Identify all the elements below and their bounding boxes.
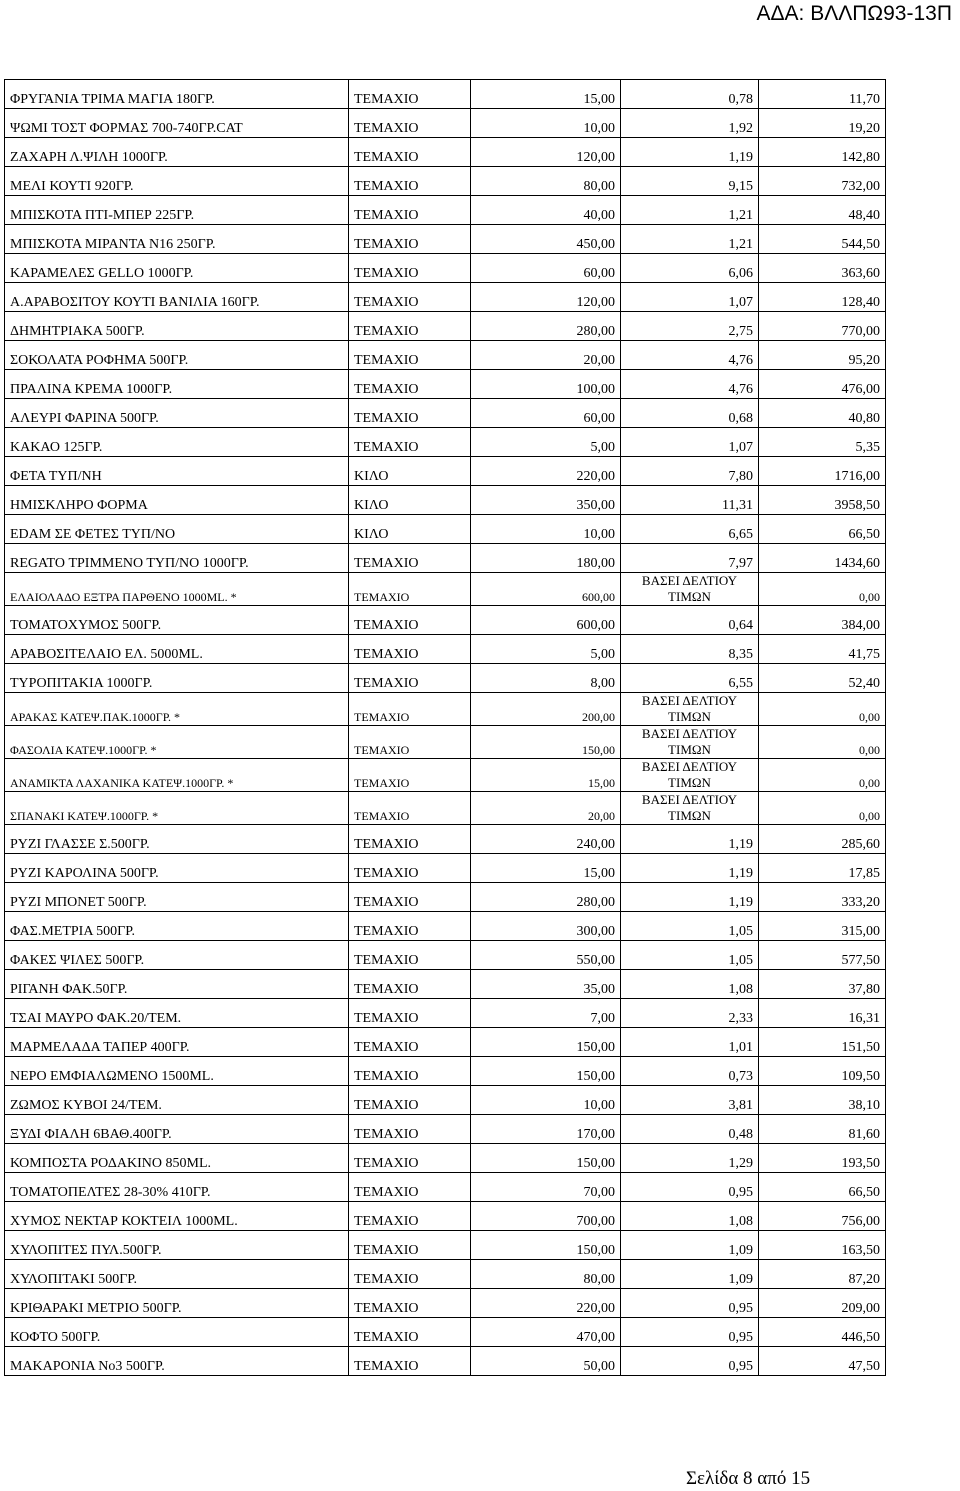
item-quantity-cell: 100,00 <box>471 370 621 399</box>
item-name-cell: ΣΠΑΝΑΚΙ ΚΑΤΕΨ.1000ΓΡ. * <box>5 792 349 825</box>
table-row <box>5 80 886 109</box>
items-table-body <box>5 80 886 1376</box>
item-total-cell: 544,50 <box>759 225 886 254</box>
item-total-cell: 163,50 <box>759 1231 886 1260</box>
item-total-cell: 66,50 <box>759 1173 886 1202</box>
item-name-cell: ΨΩΜΙ ΤΟΣΤ ΦΟΡΜΑΣ 700-740ΓΡ.CAT <box>5 109 349 138</box>
item-name-cell: ΤΟΜΑΤΟΠΕΛΤΕΣ 28-30% 410ΓΡ. <box>5 1173 349 1202</box>
page-number: Σελίδα 8 από 15 <box>686 1468 811 1489</box>
item-price-cell: 1,08 <box>621 1202 759 1231</box>
item-quantity-cell: 280,00 <box>471 883 621 912</box>
item-price-cell: 1,07 <box>621 283 759 312</box>
item-quantity-cell: 15,00 <box>471 854 621 883</box>
item-price-cell: 7,97 <box>621 544 759 573</box>
item-quantity-cell: 150,00 <box>471 1144 621 1173</box>
item-total-cell: 40,80 <box>759 399 886 428</box>
item-total-cell: 756,00 <box>759 1202 886 1231</box>
item-price-cell: 0,95 <box>621 1173 759 1202</box>
item-price-cell: 0,78 <box>621 80 759 109</box>
item-price-cell: 0,95 <box>621 1347 759 1376</box>
item-unit-cell: ΤΕΜΑΧΙΟ <box>349 1318 471 1347</box>
item-name-cell: ΡΙΓΑΝΗ ΦΑΚ.50ΓΡ. <box>5 970 349 999</box>
item-total-cell: 0,00 <box>759 792 886 825</box>
item-quantity-cell: 450,00 <box>471 225 621 254</box>
item-price-cell: 9,15 <box>621 167 759 196</box>
item-quantity-cell: 5,00 <box>471 428 621 457</box>
item-quantity-cell: 150,00 <box>471 726 621 759</box>
table-row <box>5 225 886 254</box>
item-total-cell: 128,40 <box>759 283 886 312</box>
item-price-cell: 0,95 <box>621 1318 759 1347</box>
price-note-line: ΒΑΣΕΙ ΔΕΛΤΙΟΥ <box>641 573 738 588</box>
price-note-line: ΒΑΣΕΙ ΔΕΛΤΙΟΥ <box>641 693 738 708</box>
table-row <box>5 1347 886 1376</box>
item-total-cell: 363,60 <box>759 254 886 283</box>
table-row <box>5 883 886 912</box>
item-total-cell: 577,50 <box>759 941 886 970</box>
item-unit-cell: ΤΕΜΑΧΙΟ <box>349 1289 471 1318</box>
item-unit-cell: ΤΕΜΑΧΙΟ <box>349 1057 471 1086</box>
table-row <box>5 1086 886 1115</box>
item-total-cell: 1716,00 <box>759 457 886 486</box>
item-total-cell: 52,40 <box>759 664 886 693</box>
item-unit-cell: ΤΕΜΑΧΙΟ <box>349 1202 471 1231</box>
item-price-cell: 7,80 <box>621 457 759 486</box>
table-row <box>5 341 886 370</box>
item-price-cell: 0,48 <box>621 1115 759 1144</box>
item-unit-cell: ΤΕΜΑΧΙΟ <box>349 912 471 941</box>
table-row <box>5 792 886 825</box>
item-total-cell: 11,70 <box>759 80 886 109</box>
item-name-cell: ΑΝΑΜΙΚΤΑ ΛΑΧΑΝΙΚΑ ΚΑΤΕΨ.1000ΓΡ. * <box>5 759 349 792</box>
table-row <box>5 370 886 399</box>
table-row <box>5 606 886 635</box>
item-name-cell: ΧΥΜΟΣ ΝΕΚΤΑΡ ΚΟΚΤΕΙΛ 1000ML. <box>5 1202 349 1231</box>
item-total-cell: 109,50 <box>759 1057 886 1086</box>
item-quantity-cell: 10,00 <box>471 1086 621 1115</box>
table-row <box>5 1318 886 1347</box>
item-unit-cell: ΚΙΛΟ <box>349 515 471 544</box>
table-row <box>5 515 886 544</box>
item-name-cell: ΤΟΜΑΤΟΧΥΜΟΣ 500ΓΡ. <box>5 606 349 635</box>
table-row <box>5 486 886 515</box>
item-name-cell: ΖΩΜΟΣ ΚΥΒΟΙ 24/ΤΕΜ. <box>5 1086 349 1115</box>
item-price-cell: 1,05 <box>621 941 759 970</box>
item-name-cell: ΕΛΑΙΟΛΑΔΟ ΕΞΤΡΑ ΠΑΡΘΕΝΟ 1000ML. * <box>5 573 349 606</box>
table-row <box>5 573 886 606</box>
item-price-cell: 1,19 <box>621 854 759 883</box>
item-total-cell: 47,50 <box>759 1347 886 1376</box>
item-name-cell: ΦΑΚΕΣ ΨΙΛΕΣ 500ΓΡ. <box>5 941 349 970</box>
item-name-cell: ΤΥΡΟΠΙΤΑΚΙΑ 1000ΓΡ. <box>5 664 349 693</box>
item-unit-cell: ΤΕΜΑΧΙΟ <box>349 941 471 970</box>
item-quantity-cell: 20,00 <box>471 792 621 825</box>
table-row <box>5 283 886 312</box>
item-name-cell: Α.ΑΡΑΒΟΣΙΤΟΥ ΚΟΥΤΙ ΒΑΝΙΛΙΑ 160ΓΡ. <box>5 283 349 312</box>
item-quantity-cell: 80,00 <box>471 167 621 196</box>
item-unit-cell: ΤΕΜΑΧΙΟ <box>349 970 471 999</box>
item-quantity-cell: 170,00 <box>471 1115 621 1144</box>
table-row <box>5 457 886 486</box>
item-price-cell: 6,06 <box>621 254 759 283</box>
item-quantity-cell: 70,00 <box>471 1173 621 1202</box>
item-price-cell: 3,81 <box>621 1086 759 1115</box>
item-price-cell: 2,75 <box>621 312 759 341</box>
item-quantity-cell: 120,00 <box>471 283 621 312</box>
item-unit-cell: ΤΕΜΑΧΙΟ <box>349 573 471 606</box>
item-quantity-cell: 280,00 <box>471 312 621 341</box>
item-total-cell: 38,10 <box>759 1086 886 1115</box>
table-row <box>5 1202 886 1231</box>
item-price-note-cell <box>621 693 759 726</box>
item-price-cell: 0,73 <box>621 1057 759 1086</box>
item-name-cell: EDAM ΣΕ ΦΕΤΕΣ ΤΥΠ/ΝΟ <box>5 515 349 544</box>
item-unit-cell: ΤΕΜΑΧΙΟ <box>349 999 471 1028</box>
item-quantity-cell: 200,00 <box>471 693 621 726</box>
item-total-cell: 0,00 <box>759 693 886 726</box>
item-name-cell: ΦΑΣΟΛΙΑ ΚΑΤΕΨ.1000ΓΡ. * <box>5 726 349 759</box>
item-unit-cell: ΤΕΜΑΧΙΟ <box>349 283 471 312</box>
price-note-line: ΤΙΜΩΝ <box>668 589 711 604</box>
item-quantity-cell: 600,00 <box>471 573 621 606</box>
item-quantity-cell: 220,00 <box>471 457 621 486</box>
item-quantity-cell: 300,00 <box>471 912 621 941</box>
item-name-cell: REGATO ΤΡΙΜΜΕΝΟ ΤΥΠ/ΝΟ 1000ΓΡ. <box>5 544 349 573</box>
item-price-cell: 1,19 <box>621 825 759 854</box>
item-unit-cell: ΤΕΜΑΧΙΟ <box>349 138 471 167</box>
item-unit-cell: ΤΕΜΑΧΙΟ <box>349 312 471 341</box>
item-total-cell: 0,00 <box>759 759 886 792</box>
item-total-cell: 81,60 <box>759 1115 886 1144</box>
item-total-cell: 95,20 <box>759 341 886 370</box>
item-unit-cell: ΤΕΜΑΧΙΟ <box>349 341 471 370</box>
item-price-cell: 6,65 <box>621 515 759 544</box>
item-unit-cell: ΤΕΜΑΧΙΟ <box>349 225 471 254</box>
item-price-cell: 6,55 <box>621 664 759 693</box>
item-total-cell: 66,50 <box>759 515 886 544</box>
item-unit-cell: ΤΕΜΑΧΙΟ <box>349 428 471 457</box>
item-name-cell: ΦΑΣ.ΜΕΤΡΙΑ 500ΓΡ. <box>5 912 349 941</box>
item-total-cell: 315,00 <box>759 912 886 941</box>
item-name-cell: ΔΗΜΗΤΡΙΑΚΑ 500ΓΡ. <box>5 312 349 341</box>
item-name-cell: ΜΕΛΙ ΚΟΥΤΙ 920ΓΡ. <box>5 167 349 196</box>
table-row <box>5 399 886 428</box>
item-unit-cell: ΤΕΜΑΧΙΟ <box>349 167 471 196</box>
item-unit-cell: ΤΕΜΑΧΙΟ <box>349 1086 471 1115</box>
price-note-line: ΒΑΣΕΙ ΔΕΛΤΙΟΥ <box>641 792 738 807</box>
item-quantity-cell: 220,00 <box>471 1289 621 1318</box>
item-price-cell: 11,31 <box>621 486 759 515</box>
item-price-cell: 0,64 <box>621 606 759 635</box>
item-quantity-cell: 8,00 <box>471 664 621 693</box>
item-unit-cell: ΤΕΜΑΧΙΟ <box>349 1231 471 1260</box>
item-quantity-cell: 60,00 <box>471 399 621 428</box>
item-quantity-cell: 60,00 <box>471 254 621 283</box>
item-total-cell: 476,00 <box>759 370 886 399</box>
table-row <box>5 664 886 693</box>
item-name-cell: ΣΟΚΟΛΑΤΑ ΡΟΦΗΜΑ 500ΓΡ. <box>5 341 349 370</box>
item-total-cell: 16,31 <box>759 999 886 1028</box>
item-price-cell: 1,08 <box>621 970 759 999</box>
table-row <box>5 941 886 970</box>
item-unit-cell: ΤΕΜΑΧΙΟ <box>349 544 471 573</box>
item-name-cell: ΡΥΖΙ ΓΛΑΣΣΕ Σ.500ΓΡ. <box>5 825 349 854</box>
item-total-cell: 17,85 <box>759 854 886 883</box>
item-total-cell: 209,00 <box>759 1289 886 1318</box>
item-name-cell: ΦΕΤΑ ΤΥΠ/ΝΗ <box>5 457 349 486</box>
table-row <box>5 1057 886 1086</box>
item-price-cell: 1,05 <box>621 912 759 941</box>
item-unit-cell: ΤΕΜΑΧΙΟ <box>349 80 471 109</box>
item-unit-cell: ΚΙΛΟ <box>349 457 471 486</box>
item-name-cell: ΧΥΛΟΠΙΤΕΣ ΠΥΛ.500ΓΡ. <box>5 1231 349 1260</box>
price-note-line: ΤΙΜΩΝ <box>668 742 711 757</box>
item-price-cell: 1,21 <box>621 196 759 225</box>
item-total-cell: 384,00 <box>759 606 886 635</box>
item-total-cell: 446,50 <box>759 1318 886 1347</box>
table-row <box>5 726 886 759</box>
ada-code: ΑΔΑ: ΒΛΛΠΩ93-13Π <box>756 2 952 25</box>
item-quantity-cell: 5,00 <box>471 635 621 664</box>
item-name-cell: ΜΑΡΜΕΛΑΔΑ ΤΑΠΕΡ 400ΓΡ. <box>5 1028 349 1057</box>
table-row <box>5 635 886 664</box>
item-quantity-cell: 600,00 <box>471 606 621 635</box>
item-name-cell: ΜΠΙΣΚΟΤΑ ΜΙΡΑΝΤΑ Ν16 250ΓΡ. <box>5 225 349 254</box>
item-name-cell: ΚΑΡΑΜΕΛΕΣ GELLO 1000ΓΡ. <box>5 254 349 283</box>
item-unit-cell: ΤΕΜΑΧΙΟ <box>349 254 471 283</box>
item-quantity-cell: 180,00 <box>471 544 621 573</box>
item-quantity-cell: 15,00 <box>471 759 621 792</box>
item-total-cell: 732,00 <box>759 167 886 196</box>
item-quantity-cell: 15,00 <box>471 80 621 109</box>
item-quantity-cell: 150,00 <box>471 1028 621 1057</box>
item-total-cell: 770,00 <box>759 312 886 341</box>
item-total-cell: 41,75 <box>759 635 886 664</box>
item-quantity-cell: 40,00 <box>471 196 621 225</box>
item-name-cell: ΧΥΛΟΠΙΤΑΚΙ 500ΓΡ. <box>5 1260 349 1289</box>
item-quantity-cell: 10,00 <box>471 515 621 544</box>
table-row <box>5 1231 886 1260</box>
item-price-cell: 8,35 <box>621 635 759 664</box>
item-total-cell: 142,80 <box>759 138 886 167</box>
item-name-cell: ΞΥΔΙ ΦΙΑΛΗ 6ΒΑΘ.400ΓΡ. <box>5 1115 349 1144</box>
item-unit-cell: ΤΕΜΑΧΙΟ <box>349 399 471 428</box>
item-quantity-cell: 7,00 <box>471 999 621 1028</box>
item-price-cell: 1,01 <box>621 1028 759 1057</box>
item-quantity-cell: 80,00 <box>471 1260 621 1289</box>
table-row <box>5 1260 886 1289</box>
item-unit-cell: ΤΕΜΑΧΙΟ <box>349 792 471 825</box>
item-price-note-cell <box>621 792 759 825</box>
item-name-cell: ΜΠΙΣΚΟΤΑ ΠΤΙ-ΜΠΕΡ 225ΓΡ. <box>5 196 349 225</box>
item-total-cell: 285,60 <box>759 825 886 854</box>
item-name-cell: ΦΡΥΓΑΝΙΑ ΤΡΙΜΑ ΜΑΓΙΑ 180ΓΡ. <box>5 80 349 109</box>
item-price-cell: 1,29 <box>621 1144 759 1173</box>
item-price-cell: 1,19 <box>621 883 759 912</box>
item-unit-cell: ΤΕΜΑΧΙΟ <box>349 1260 471 1289</box>
item-unit-cell: ΤΕΜΑΧΙΟ <box>349 1028 471 1057</box>
item-name-cell: ΜΑΚΑΡΟΝΙΑ Νο3 500ΓΡ. <box>5 1347 349 1376</box>
item-quantity-cell: 20,00 <box>471 341 621 370</box>
item-unit-cell: ΤΕΜΑΧΙΟ <box>349 1144 471 1173</box>
table-row <box>5 196 886 225</box>
table-row <box>5 167 886 196</box>
item-total-cell: 37,80 <box>759 970 886 999</box>
item-quantity-cell: 700,00 <box>471 1202 621 1231</box>
table-row <box>5 1028 886 1057</box>
item-price-cell: 4,76 <box>621 341 759 370</box>
item-total-cell: 1434,60 <box>759 544 886 573</box>
table-row <box>5 759 886 792</box>
item-quantity-cell: 470,00 <box>471 1318 621 1347</box>
table-row <box>5 825 886 854</box>
item-unit-cell: ΤΕΜΑΧΙΟ <box>349 109 471 138</box>
item-name-cell: ΚΡΙΘΑΡΑΚΙ ΜΕΤΡΙΟ 500ΓΡ. <box>5 1289 349 1318</box>
item-name-cell: ΡΥΖΙ ΜΠΟΝΕΤ 500ΓΡ. <box>5 883 349 912</box>
item-total-cell: 3958,50 <box>759 486 886 515</box>
item-total-cell: 333,20 <box>759 883 886 912</box>
item-total-cell: 87,20 <box>759 1260 886 1289</box>
table-row <box>5 912 886 941</box>
item-total-cell: 48,40 <box>759 196 886 225</box>
item-unit-cell: ΤΕΜΑΧΙΟ <box>349 370 471 399</box>
item-name-cell: ΚΑΚΑΟ 125ΓΡ. <box>5 428 349 457</box>
table-row <box>5 693 886 726</box>
item-unit-cell: ΤΕΜΑΧΙΟ <box>349 664 471 693</box>
item-quantity-cell: 350,00 <box>471 486 621 515</box>
table-row <box>5 1173 886 1202</box>
item-unit-cell: ΤΕΜΑΧΙΟ <box>349 854 471 883</box>
items-table <box>4 79 886 1376</box>
item-unit-cell: ΚΙΛΟ <box>349 486 471 515</box>
price-note-line: ΒΑΣΕΙ ΔΕΛΤΙΟΥ <box>641 759 738 774</box>
item-price-note-cell <box>621 726 759 759</box>
table-row <box>5 854 886 883</box>
item-name-cell: ΑΡΑΒΟΣΙΤΕΛΑΙΟ ΕΛ. 5000ML. <box>5 635 349 664</box>
item-quantity-cell: 150,00 <box>471 1231 621 1260</box>
item-price-cell: 0,68 <box>621 399 759 428</box>
item-unit-cell: ΤΕΜΑΧΙΟ <box>349 1347 471 1376</box>
item-price-cell: 1,09 <box>621 1231 759 1260</box>
item-quantity-cell: 10,00 <box>471 109 621 138</box>
item-name-cell: ΤΣΑΙ ΜΑΥΡΟ ΦΑΚ.20/ΤΕΜ. <box>5 999 349 1028</box>
item-name-cell: ΑΡΑΚΑΣ ΚΑΤΕΨ.ΠΑΚ.1000ΓΡ. * <box>5 693 349 726</box>
item-total-cell: 0,00 <box>759 573 886 606</box>
table-row <box>5 1115 886 1144</box>
item-total-cell: 5,35 <box>759 428 886 457</box>
item-quantity-cell: 120,00 <box>471 138 621 167</box>
item-unit-cell: ΤΕΜΑΧΙΟ <box>349 635 471 664</box>
item-price-cell: 1,21 <box>621 225 759 254</box>
price-note-line: ΤΙΜΩΝ <box>668 709 711 724</box>
table-row <box>5 138 886 167</box>
item-price-cell: 1,07 <box>621 428 759 457</box>
item-price-cell: 0,95 <box>621 1289 759 1318</box>
item-name-cell: ΗΜΙΣΚΛΗΡΟ ΦΟΡΜΑ <box>5 486 349 515</box>
item-unit-cell: ΤΕΜΑΧΙΟ <box>349 759 471 792</box>
item-total-cell: 19,20 <box>759 109 886 138</box>
table-row <box>5 999 886 1028</box>
item-price-note-cell <box>621 759 759 792</box>
item-price-cell: 1,09 <box>621 1260 759 1289</box>
item-unit-cell: ΤΕΜΑΧΙΟ <box>349 1173 471 1202</box>
item-quantity-cell: 35,00 <box>471 970 621 999</box>
table-row <box>5 1289 886 1318</box>
item-price-cell: 1,19 <box>621 138 759 167</box>
item-name-cell: ΚΟΦΤΟ 500ΓΡ. <box>5 1318 349 1347</box>
item-name-cell: ΡΥΖΙ ΚΑΡΟΛΙΝΑ 500ΓΡ. <box>5 854 349 883</box>
table-row <box>5 970 886 999</box>
item-unit-cell: ΤΕΜΑΧΙΟ <box>349 1115 471 1144</box>
item-unit-cell: ΤΕΜΑΧΙΟ <box>349 726 471 759</box>
item-quantity-cell: 50,00 <box>471 1347 621 1376</box>
item-unit-cell: ΤΕΜΑΧΙΟ <box>349 196 471 225</box>
item-price-note-cell <box>621 573 759 606</box>
item-price-cell: 1,92 <box>621 109 759 138</box>
item-name-cell: ΝΕΡΟ ΕΜΦΙΑΛΩΜΕΝΟ 1500ML. <box>5 1057 349 1086</box>
item-name-cell: ΑΛΕΥΡΙ ΦΑΡΙΝΑ 500ΓΡ. <box>5 399 349 428</box>
price-note-line: ΤΙΜΩΝ <box>668 775 711 790</box>
item-quantity-cell: 240,00 <box>471 825 621 854</box>
item-quantity-cell: 550,00 <box>471 941 621 970</box>
price-note-line: ΒΑΣΕΙ ΔΕΛΤΙΟΥ <box>641 726 738 741</box>
item-total-cell: 0,00 <box>759 726 886 759</box>
table-row <box>5 1144 886 1173</box>
table-row <box>5 254 886 283</box>
item-unit-cell: ΤΕΜΑΧΙΟ <box>349 693 471 726</box>
item-quantity-cell: 150,00 <box>471 1057 621 1086</box>
item-unit-cell: ΤΕΜΑΧΙΟ <box>349 825 471 854</box>
item-name-cell: ΠΡΑΛΙΝΑ ΚΡΕΜΑ 1000ΓΡ. <box>5 370 349 399</box>
item-unit-cell: ΤΕΜΑΧΙΟ <box>349 883 471 912</box>
item-total-cell: 151,50 <box>759 1028 886 1057</box>
item-unit-cell: ΤΕΜΑΧΙΟ <box>349 606 471 635</box>
table-row <box>5 312 886 341</box>
item-price-cell: 4,76 <box>621 370 759 399</box>
table-row <box>5 544 886 573</box>
table-row <box>5 109 886 138</box>
price-note-line: ΤΙΜΩΝ <box>668 808 711 823</box>
item-total-cell: 193,50 <box>759 1144 886 1173</box>
table-row <box>5 428 886 457</box>
item-name-cell: ΖΑΧΑΡΗ Λ.ΨΙΛΗ 1000ΓΡ. <box>5 138 349 167</box>
item-price-cell: 2,33 <box>621 999 759 1028</box>
item-name-cell: ΚΟΜΠΟΣΤΑ ΡΟΔΑΚΙΝΟ 850ML. <box>5 1144 349 1173</box>
